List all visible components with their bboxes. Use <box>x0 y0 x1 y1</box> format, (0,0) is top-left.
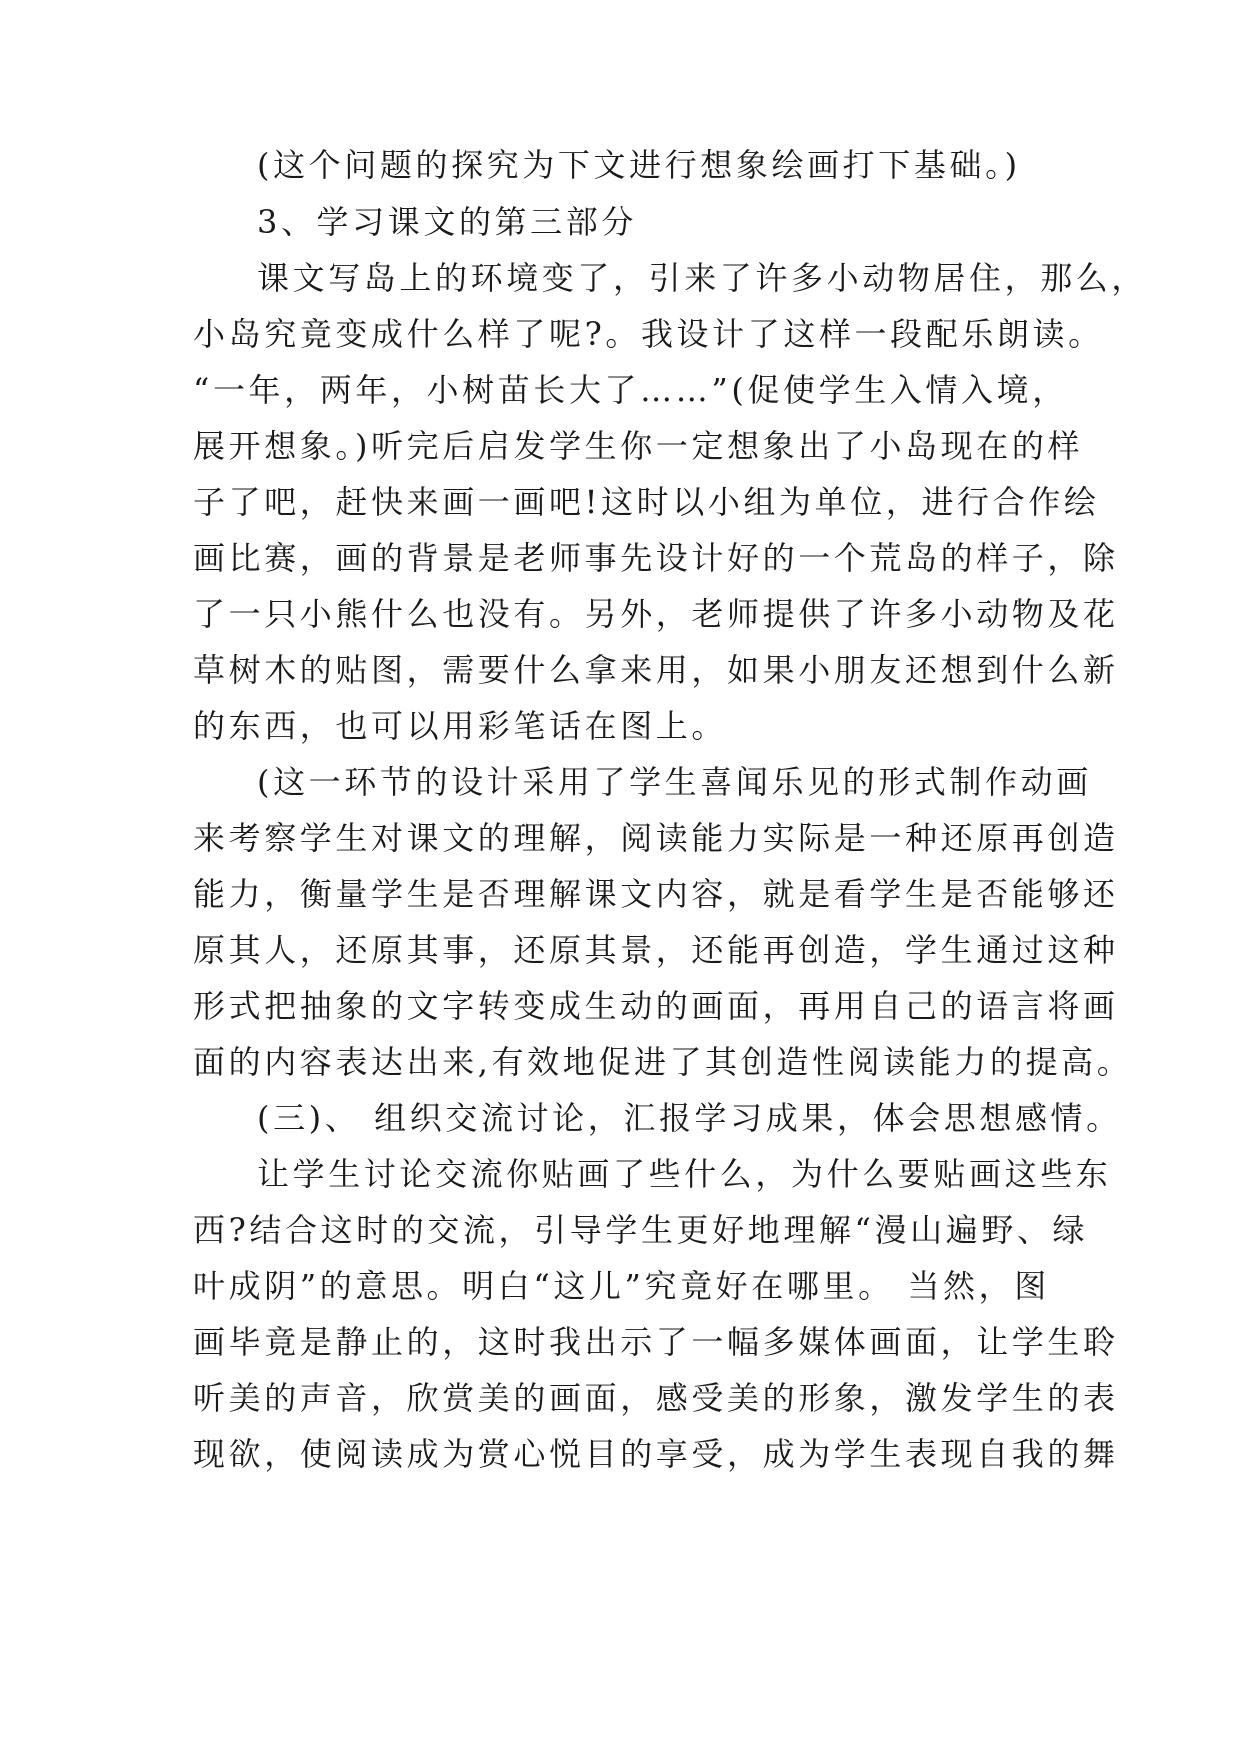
text-line: 听美的声音，欣赏美的画面，感受美的形象，激发学生的表 <box>193 1379 1119 1417</box>
text-line: 让学生讨论交流你贴画了些什么，为什么要贴画这些东 <box>257 1155 1112 1193</box>
section-heading: 3、学习课文的第三部分 <box>257 203 637 241</box>
text-line: 来考察学生对课文的理解，阅读能力实际是一种还原再创造 <box>193 819 1119 857</box>
text-line: 形式把抽象的文字转变成生动的画面，再用自己的语言将画 <box>193 987 1119 1025</box>
text-line: (这一环节的设计采用了学生喜闻乐见的形式制作动画 <box>257 763 1092 801</box>
text-line: 现欲，使阅读成为赏心悦目的享受，成为学生表现自我的舞 <box>193 1435 1119 1473</box>
text-line: 叶成阴”的意思。明白“这儿”究竟好在哪里。 当然，图 <box>193 1267 1050 1305</box>
text-line: 西?结合这时的交流，引导学生更好地理解“漫山遍野、绿 <box>193 1211 1089 1249</box>
text-line: 画毕竟是静止的，这时我出示了一幅多媒体画面，让学生聆 <box>193 1323 1119 1361</box>
text-line: 原其人，还原其事，还原其景，还能再创造，学生通过这种 <box>193 931 1119 969</box>
section-heading: (三)、 组织交流讨论，汇报学习成果，体会思想感情。 <box>257 1099 1122 1137</box>
text-line: (这个问题的探究为下文进行想象绘画打下基础。) <box>257 146 1021 184</box>
text-line: 课文写岛上的环境变了，引来了许多小动物居住，那么， <box>257 259 1148 297</box>
text-line: 面的内容表达出来,有效地促进了其创造性阅读能力的提高。 <box>193 1043 1133 1081</box>
text-line: 小岛究竟变成什么样了呢?。我设计了这样一段配乐朗读。 <box>193 315 1104 353</box>
text-line: 了一只小熊什么也没有。另外，老师提供了许多小动物及花 <box>193 595 1119 633</box>
text-line: 的东西，也可以用彩笔话在图上。 <box>193 707 728 745</box>
text-line: 能力，衡量学生是否理解课文内容，就是看学生是否能够还 <box>193 875 1119 913</box>
text-line: 画比赛，画的背景是老师事先设计好的一个荒岛的样子，除 <box>193 539 1119 577</box>
text-line: “一年，两年，小树苗长大了……”(促使学生入情入境， <box>193 371 1068 409</box>
text-line: 展开想象。)听完后启发学生你一定想象出了小岛现在的样 <box>193 427 1084 465</box>
text-line: 草树木的贴图，需要什么拿来用，如果小朋友还想到什么新 <box>193 651 1119 689</box>
text-line: 子了吧，赶快来画一画吧!这时以小组为单位，进行合作绘 <box>193 483 1100 521</box>
